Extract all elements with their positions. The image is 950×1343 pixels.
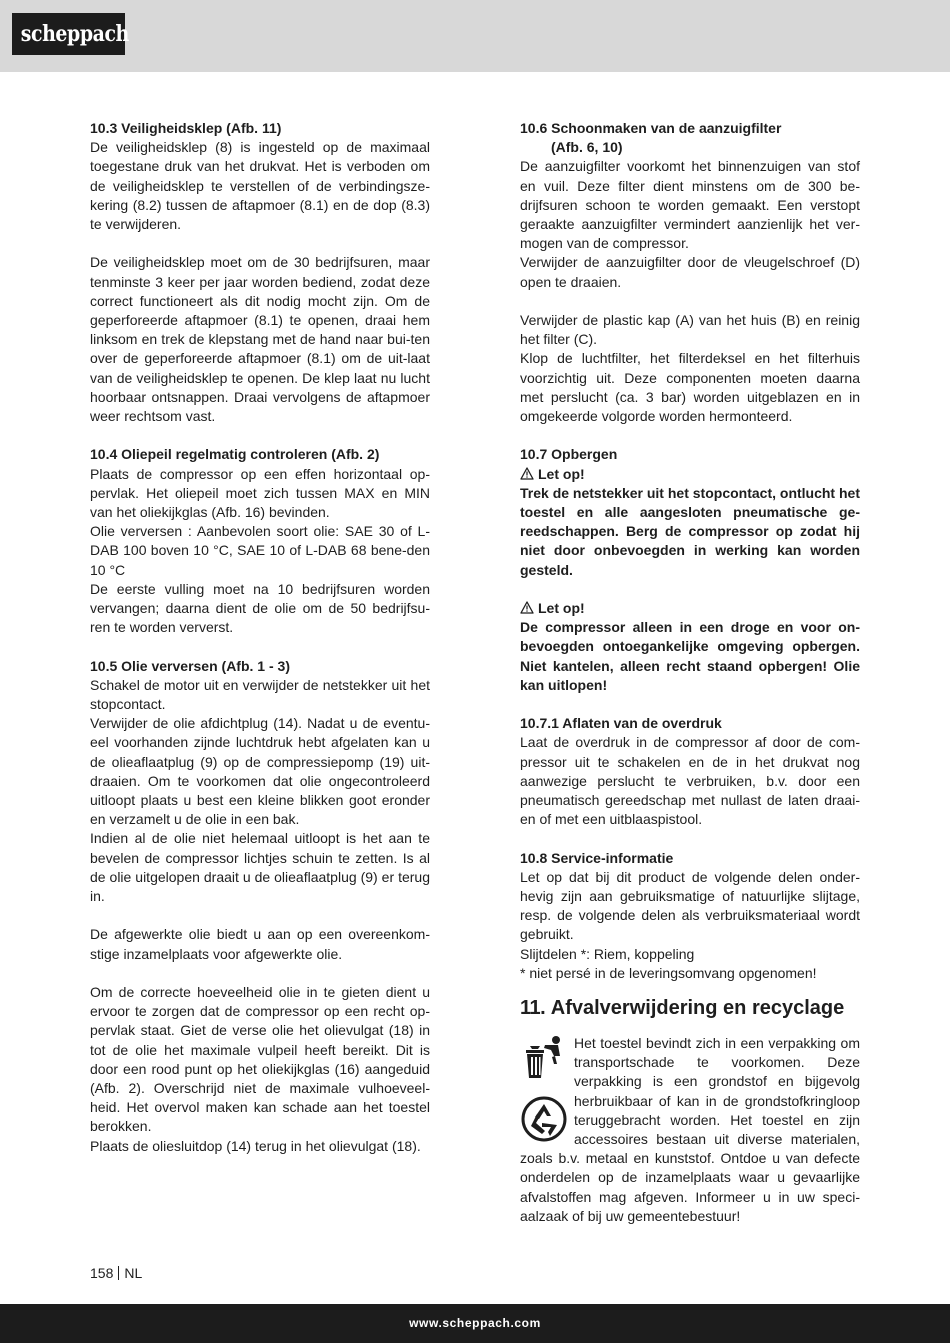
paragraph: * niet persé in de leveringsomvang opgenomen! bbox=[520, 964, 817, 981]
paragraph: De veiligheidsklep moet om de 30 bedrijfsuren, maar tenminste 3 keer per jaar worden bediend, zodat deze correct functioneert als dit nodig mocht zijn. Om de geperforeerde aftapmoer (8.1) te openen, draai hem linksom en trek de klepstang met de hand naar bui-ten over de geperforeerde aftapmoer (8.1) om de uit-laat van de veiligheidsklep te openen. De klep laat nu lucht hoorbaar ontsnappen. Draai vervolgens de aftapmoer weer rechtsom vast. bbox=[90, 254, 430, 425]
heading-10-8: 10.8 Service-informatie bbox=[520, 849, 674, 866]
left-column bbox=[90, 119, 430, 1156]
heading-10-5: 10.5 Olie verversen (Afb. 1 - 3) bbox=[90, 657, 290, 674]
page-number: 158 NL bbox=[90, 1265, 143, 1281]
warning-triangle-icon bbox=[520, 601, 534, 614]
paragraph: Olie verversen : Aanbevolen soort olie: SAE 30 of L-DAB 100 boven 10 °C, SAE 10 of L-DAB 68 bene-den 10 °C bbox=[90, 523, 430, 578]
paragraph: Om de correcte hoeveelheid olie in te gieten dient u ervoor te zorgen dat de compressor op een recht op-pervlak staat. Giet de verse olie het olievulgat (18) in tot de olie het maximale vulpeil heeft bereikt. Dit is door een rood punt op het oliekijkglas (16) aangeduid (Afb. 2). Overschrijd niet de maximale vulhoeveel-heid. Het overvol maken kan schade aan het toestel berokken. bbox=[90, 984, 430, 1135]
paragraph: Verwijder de olie afdichtplug (14). Nadat u de eventu-eel voorhanden zijnde luchtdruk hebt afgelaten kan u de olieaflaatplug (9) op de compressiepomp (19) uit-draaien. Om te voorkomen dat olie ongecontroleerd uitloopt plaats u best een kleine blikken goot eronder en verzamelt u de olie in een bak. bbox=[90, 715, 430, 828]
paragraph: De eerste vulling moet na 10 bedrijfsuren worden vervangen; daarna dient de olie om de 50 bedrijfsu-ren te worden ververst. bbox=[90, 580, 430, 636]
header-band bbox=[0, 0, 950, 72]
paragraph: De aanzuigfilter voorkomt het binnenzuigen van stof en vuil. Deze filter dient minstens om de 300 be-drijfsuren schoon te worden gemaakt. Een verstopt geraakte aanzuigfilter vermindert aanzienlijk het ver-mogen van de compressor. bbox=[520, 158, 860, 252]
warning-text: De compressor alleen in een droge en voor on-bevoegden ontoegankelijke omgeving opbergen. Niet kantelen, alleen recht staand opbergen! Olie kan uitlopen! bbox=[520, 619, 860, 693]
paragraph: Schakel de motor uit en verwijder de netstekker uit het stopcontact. bbox=[90, 676, 430, 713]
paragraph: Laat de overdruk in de compressor af door de com-pressor uit te schakelen en de in het drukvat nog aanwezige perslucht te verbruiken, b.v. door een pneumatisch gereedschap met nullast de laten draai-en of met een uitblaaspistool. bbox=[520, 734, 860, 828]
paragraph: Verwijder de plastic kap (A) van het huis (B) en reinig het filter (C). bbox=[520, 312, 860, 348]
paragraph: Klop de luchtfilter, het filterdeksel en het filterhuis voorzichtig uit. Deze componenten moeten daarna met perslucht (ca. 3 bar) worden uitgeblazen en in omgekeerde volgorde worden hermonteerd. bbox=[520, 350, 860, 425]
disposal-block bbox=[520, 1034, 860, 1226]
heading-10-7-1: 10.7.1 Aflaten van de overdruk bbox=[520, 715, 722, 732]
paragraph: De afgewerkte olie biedt u aan op een overeenkom-stige inzamelplaats voor afgewerkte olie. bbox=[90, 926, 430, 962]
heading-10-6-ref: (Afb. 6, 10) bbox=[551, 139, 623, 156]
paragraph: Plaats de compressor op een effen horizontaal op-pervlak. Het oliepeil moet zich tussen MAX en MIN van het oliekijkglas (Afb. 16) bevinden. bbox=[90, 465, 430, 521]
paragraph: Plaats de oliesluitdop (14) terug in het olievulgat (18). bbox=[90, 1137, 421, 1154]
paragraph: De veiligheidsklep (8) is ingesteld op de maximaal toegestane druk van het drukvat. Het is verboden om de veiligheidsklep te verstellen of de verbindingsze-kering (8.2) tussen de aftapmoer (8.1) en de dop (8.3) te verwijderen. bbox=[90, 139, 430, 233]
website-link[interactable]: www.scheppach.com bbox=[409, 1316, 541, 1330]
paragraph: Het toestel bevindt zich in een verpakking om transportschade te voorkomen. Deze verpakking is een grondstof en bijgevolg herbruikbaar of kan in de grondstofkringloop teruggebracht worden. Het toestel en zijn accessoires bestaan uit diverse materialen, zoals b.v. metaal en kunststof. Ontdoe u van defecte onderdelen op de inzamelplaats waar u gevaarlijke afvalstoffen mag afgeven. Informeer u in uw speci-aalzaak of bij uw gemeentebestuur! bbox=[520, 1035, 860, 1224]
waste-bin-icon bbox=[520, 1034, 568, 1082]
recycle-icon bbox=[520, 1095, 568, 1143]
heading-10-6: 10.6 Schoonmaken van de aanzuigfilter bbox=[520, 120, 782, 136]
warning-label: Let op! bbox=[520, 599, 860, 618]
paragraph: Indien al de olie niet helemaal uitloopt is het aan te bevelen de compressor lichtjes schuin te zetten. Is al de olie uitgelopen draait u de olieaflaatplug (9) er terug in. bbox=[90, 830, 430, 905]
divider bbox=[118, 1266, 119, 1280]
warning-text: Trek de netstekker uit het stopcontact, ontlucht het toestel en alle aangesloten pneumatische ge-reedschappen. Berg de compressor op zodat hij niet door onbevoegden in werking kan worden gesteld. bbox=[520, 484, 860, 578]
paragraph: Slijtdelen *: Riem, koppeling bbox=[520, 945, 695, 962]
heading-10-3: 10.3 Veiligheidsklep (Afb. 11) bbox=[90, 120, 282, 136]
heading-10-7: 10.7 Opbergen bbox=[520, 446, 618, 463]
right-column bbox=[520, 119, 860, 1226]
scheppach-logo: scheppach bbox=[12, 13, 125, 55]
paragraph: Let op dat bij dit product de volgende delen onder-hevig zijn aan gebruiksmatige of natuurlijke slijtage, resp. de volgende delen als verbruiksmateriaal wordt gebruikt. bbox=[520, 868, 860, 943]
heading-10-4: 10.4 Oliepeil regelmatig controleren (Afb. 2) bbox=[90, 446, 380, 463]
warning-triangle-icon bbox=[520, 467, 534, 480]
section-11-title: 11. Afvalverwijdering en recyclage bbox=[520, 997, 845, 1020]
warning-label: Let op! bbox=[520, 465, 860, 484]
disposal-icons bbox=[520, 1034, 572, 1146]
paragraph: Verwijder de aanzuigfilter door de vleugelschroef (D) open te draaien. bbox=[520, 254, 860, 290]
